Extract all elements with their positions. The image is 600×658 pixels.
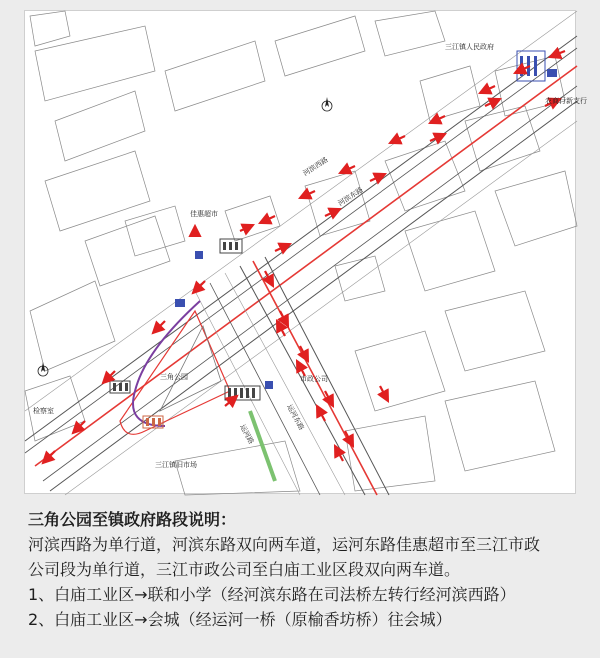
direction-arrows [43, 51, 565, 463]
label-yunhe-road: 运河路 [238, 423, 256, 446]
label-hebin-west-road: 河滨西路 [301, 155, 330, 178]
label-old-market: 三江镇旧市场 [155, 461, 197, 469]
north-arrow-icon [322, 97, 332, 111]
caption-line-1: 河滨西路为单行道，河滨东路双向两车道，运河东路佳惠超市至三江市政 [28, 535, 541, 554]
label-inspection-station: 检察室 [33, 407, 54, 415]
caption-title: 三角公园至镇政府路段说明： [28, 510, 237, 529]
caption-line-4: 2、白庙工业区→会城（经运河一桥（原榆香坊桥）往会城） [28, 610, 452, 629]
traffic-map [24, 10, 587, 494]
map-svg [25, 11, 587, 495]
north-arrow-icon [38, 362, 48, 376]
label-jiahui-supermarket: 佳惠超市 [190, 210, 218, 218]
label-sanjiang-government: 三江镇人民政府 [445, 43, 494, 51]
label-hebin-east-road: 河滨东路 [336, 185, 365, 208]
label-yunhe-east-road: 运河东路 [285, 403, 306, 432]
yunhe-road-corridor [195, 257, 389, 495]
caption-line-3: 1、白庙工业区→联和小学（经河滨东路在司法桥左转行经河滨西路） [28, 585, 516, 604]
label-municipal-company: 市政公司 [300, 375, 328, 383]
caption-line-2: 公司段为单行道，三江市政公司至白庙工业区段双向两车道。 [28, 560, 461, 579]
label-rural-bank: 农商行新支行 [545, 97, 587, 105]
label-sanjiao-park: 三角公园 [160, 373, 188, 381]
caption [28, 508, 576, 632]
